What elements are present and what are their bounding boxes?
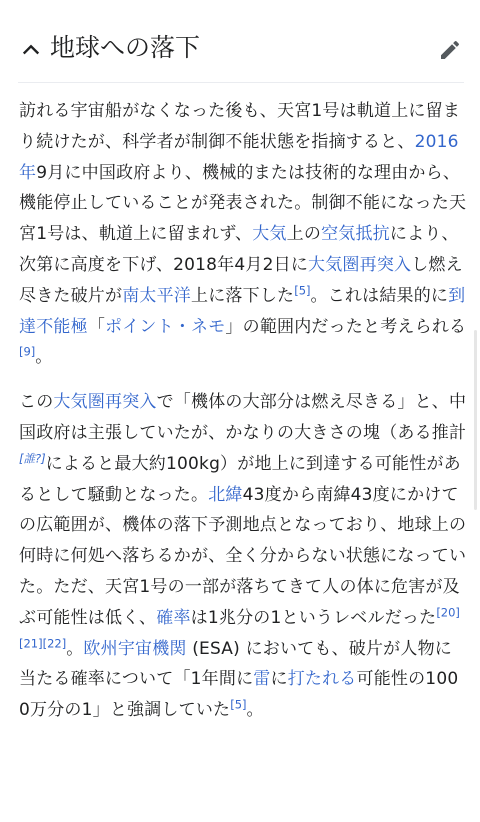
text: 「	[87, 316, 106, 337]
text: 」の範囲内だったと考えられる	[225, 316, 467, 337]
link-struck[interactable]: 打たれる	[287, 669, 357, 690]
reference-link[interactable]: [5]	[230, 697, 247, 712]
link-probability[interactable]: 確率	[156, 607, 191, 628]
text: 上に落下した	[191, 285, 295, 306]
link-reentry[interactable]: 大気圏再突入	[53, 392, 157, 413]
text: 。	[246, 700, 264, 721]
reference-link[interactable]: [5]	[294, 283, 311, 298]
link-south-pacific[interactable]: 南太平洋	[122, 285, 192, 306]
reference-link[interactable]: [9]	[19, 344, 36, 359]
link-north-latitude[interactable]: 北緯	[208, 484, 243, 505]
text: 43度から南緯43度にかけての広範囲が、機体の落下予測地点となっており、地球上の何時に何処へ落ちるかが、全く分からない状態になっていた。ただ、天宮1号の一部が落ちてきて人の体に危害が及ぶ可能性は低く、	[19, 484, 467, 628]
paragraph-1	[19, 96, 469, 373]
text: 9月に中国政府より、機械的または技術的な理由から、機能停止していることが発表された。制御不能になった天宮1号は、軌道上に留まれず、	[19, 162, 467, 245]
text: は1兆分の1というレベルだった	[190, 607, 437, 628]
paragraph-2	[19, 387, 469, 726]
reference-link[interactable]: [22]	[42, 635, 67, 650]
reference-link[interactable]: [20]	[436, 605, 460, 620]
text: し燃え尽きた破片が	[19, 254, 463, 306]
text: この	[19, 392, 54, 413]
article-content	[19, 96, 469, 726]
text: (ESA) においても、破片が人物に当たる確率について「1年間に	[19, 638, 452, 690]
text: で「機体の大部分は燃え尽きる」と、中国政府は主張していたが、かなりの大きさの塊（ある推計	[19, 392, 467, 443]
link-esa[interactable]: 欧州宇宙機関	[83, 638, 187, 659]
text: により、次第に高度を下げ、2018年4月2日に	[19, 224, 459, 275]
link-lightning[interactable]: 雷	[253, 669, 271, 690]
citation-needed-link[interactable]: [誰?]	[19, 451, 46, 466]
text: 。	[66, 638, 84, 659]
link-air-resistance[interactable]: 空気抵抗	[321, 224, 390, 245]
link-pole-of-inaccessibility[interactable]: 到達不能極	[19, 285, 466, 337]
link-point-nemo[interactable]: ポイント・ネモ	[105, 316, 226, 337]
reference-link[interactable]: [21]	[19, 635, 43, 650]
chevron-up-icon[interactable]	[20, 38, 42, 60]
link-atmosphere[interactable]: 大気	[252, 224, 287, 245]
text: 訪れる宇宙船がなくなった後も、天宮1号は軌道上に留まり続けたが、科学者が制御不能状態を指摘すると、	[19, 101, 461, 152]
scrollbar-thumb[interactable]	[474, 330, 477, 510]
text: 。	[35, 347, 53, 368]
text: によると最大約100kg）が地上に到達する可能性があるとして騒動となった。	[19, 453, 461, 505]
text: 可能性の1000万分の1」と強調していた	[19, 669, 459, 721]
text: 上の	[286, 224, 322, 245]
section-title: 地球への落下	[50, 33, 201, 62]
section-header[interactable]	[18, 26, 464, 83]
link-reentry[interactable]: 大気圏再突入	[308, 254, 412, 275]
link-2016[interactable]: 2016年	[19, 131, 459, 183]
text: に	[270, 669, 288, 690]
text: 。これは結果的に	[310, 285, 449, 306]
pencil-icon[interactable]	[438, 38, 462, 62]
